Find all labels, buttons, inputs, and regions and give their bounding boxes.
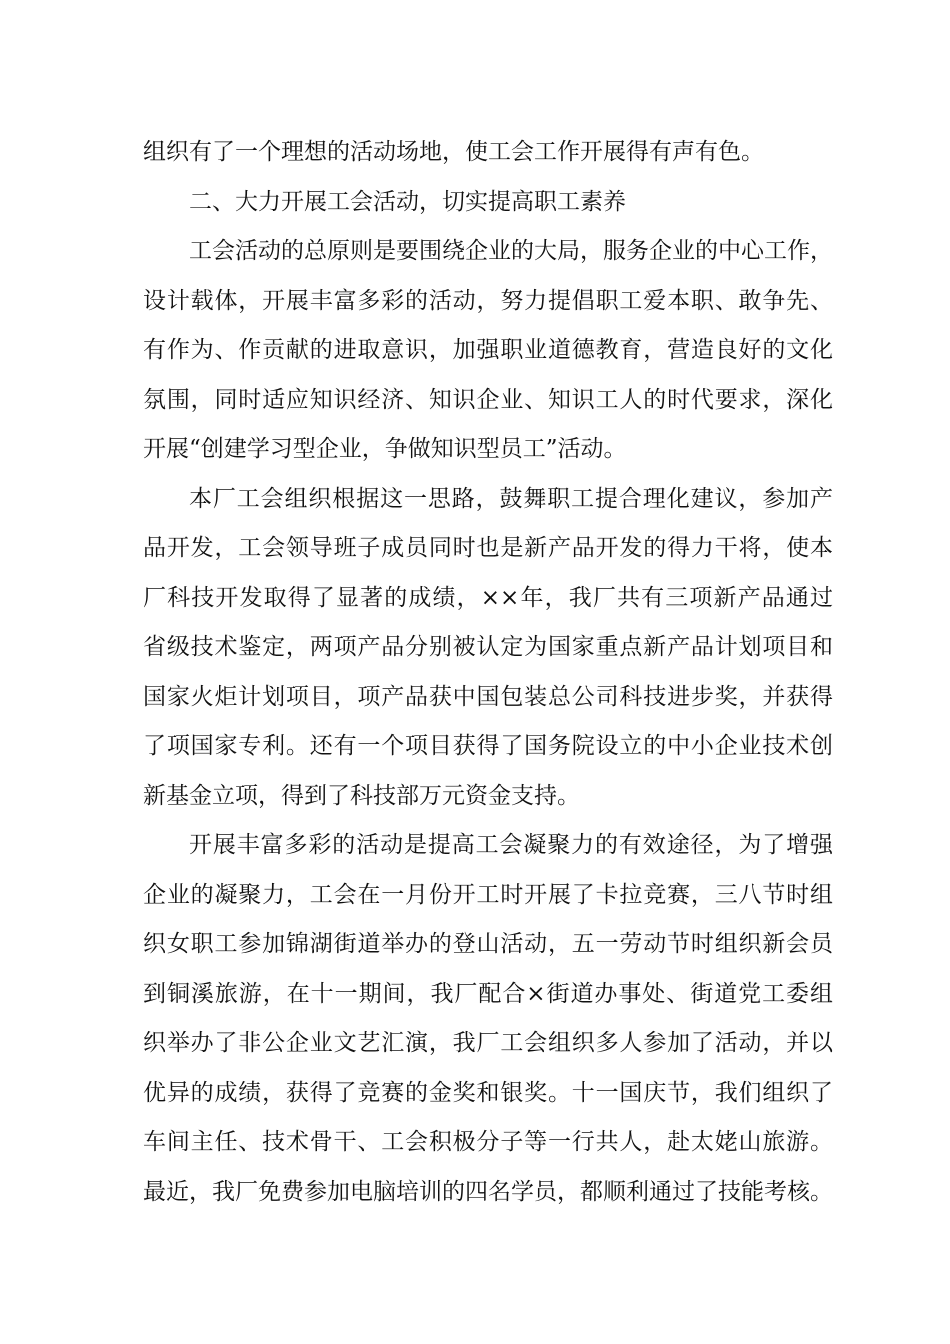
text-line: 本厂工会组织根据这一思路，鼓舞职工提合理化建议，参加产 <box>189 486 833 512</box>
text-line: 组织有了一个理想的活动场地，使工会工作开展得有声有色。 <box>143 139 764 165</box>
text-line: 了项国家专利。还有一个项目获得了国务院设立的中小企业技术创 <box>143 733 833 759</box>
text-line: 品开发，工会领导班子成员同时也是新产品开发的得力干将，使本 <box>143 535 833 561</box>
text-line: 开展“创建学习型企业，争做知识型员工”活动。 <box>143 436 627 462</box>
text-line: 设计载体，开展丰富多彩的活动，努力提倡职工爱本职、敢争先、 <box>143 288 833 314</box>
text-line: 开展丰富多彩的活动是提高工会凝聚力的有效途径，为了增强 <box>189 832 833 858</box>
section-heading: 二、大力开展工会活动，切实提高职工素养 <box>189 189 626 215</box>
text-line: 最近，我厂免费参加电脑培训的四名学员，都顺利通过了技能考核。 <box>143 1179 833 1205</box>
text-line: 车间主任、技术骨干、工会积极分子等一行共人，赴太姥山旅游。 <box>143 1129 833 1155</box>
text-line: 织举办了非公企业文艺汇演，我厂工会组织多人参加了活动，并以 <box>143 1030 833 1056</box>
text-line: 国家火炬计划项目，项产品获中国包装总公司科技进步奖，并获得 <box>143 684 833 710</box>
text-line: 织女职工参加锦湖街道举办的登山活动，五一劳动节时组织新会员 <box>143 931 833 957</box>
text-line: 优异的成绩，获得了竞赛的金奖和银奖。十一国庆节，我们组织了 <box>143 1080 833 1106</box>
text-line: 工会活动的总原则是要围绕企业的大局，服务企业的中心工作， <box>189 238 833 264</box>
text-line: 厂科技开发取得了显著的成绩，××年，我厂共有三项新产品通过 <box>143 585 833 611</box>
text-line: 省级技术鉴定，两项产品分别被认定为国家重点新产品计划项目和 <box>143 634 833 660</box>
text-line: 企业的凝聚力，工会在一月份开工时开展了卡拉竞赛，三八节时组 <box>143 882 833 908</box>
text-line: 到铜溪旅游，在十一期间，我厂配合×街道办事处、街道党工委组 <box>143 981 833 1007</box>
text-line: 有作为、作贡献的进取意识，加强职业道德教育，营造良好的文化 <box>143 337 833 363</box>
text-line: 氛围，同时适应知识经济、知识企业、知识工人的时代要求，深化 <box>143 387 833 413</box>
text-line: 新基金立项，得到了科技部万元资金支持。 <box>143 783 580 809</box>
